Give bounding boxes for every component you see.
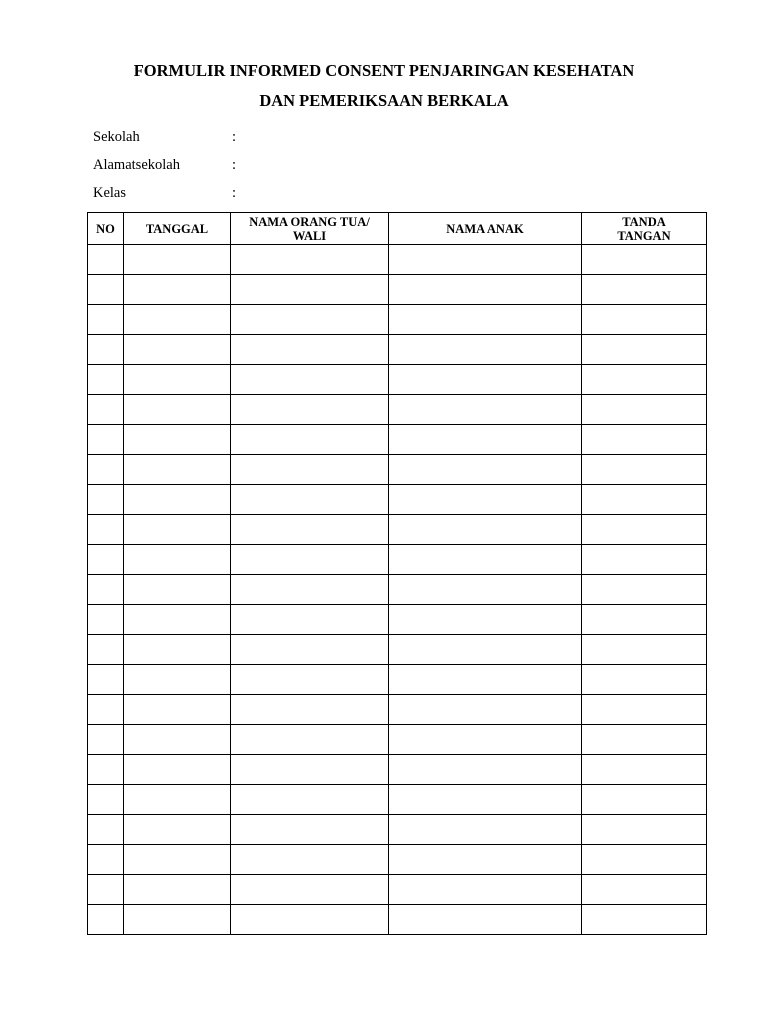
cell-tanggal: [124, 725, 231, 755]
cell-no: [88, 545, 124, 575]
table-row: [88, 245, 707, 275]
header-nama-orang-tua-line-1: NAMA ORANG TUA/: [249, 214, 370, 229]
cell-tanggal: [124, 575, 231, 605]
cell-nama-orang-tua: [231, 605, 389, 635]
cell-tanggal: [124, 455, 231, 485]
cell-no: [88, 725, 124, 755]
table-row: [88, 605, 707, 635]
cell-tanda-tangan: [582, 515, 707, 545]
header-tanda-tangan: [582, 213, 707, 245]
cell-nama-orang-tua: [231, 875, 389, 905]
table-row: [88, 275, 707, 305]
cell-nama-anak: [389, 875, 582, 905]
cell-tanda-tangan: [582, 665, 707, 695]
header-tanda-tangan-line-1: TANDA: [622, 214, 666, 229]
cell-tanggal: [124, 485, 231, 515]
cell-tanda-tangan: [582, 245, 707, 275]
cell-nama-anak: [389, 725, 582, 755]
field-kelas-label: Kelas: [93, 185, 127, 201]
cell-tanda-tangan: [582, 815, 707, 845]
cell-tanggal: [124, 635, 231, 665]
cell-no: [88, 665, 124, 695]
cell-tanggal: [124, 305, 231, 335]
cell-nama-orang-tua: [231, 485, 389, 515]
cell-tanggal: [124, 425, 231, 455]
cell-tanda-tangan: [582, 365, 707, 395]
cell-nama-anak: [389, 605, 582, 635]
table-row: [88, 905, 707, 935]
cell-tanggal: [124, 245, 231, 275]
cell-nama-anak: [389, 335, 582, 365]
header-nama-orang-tua: [231, 213, 389, 245]
cell-tanda-tangan: [582, 275, 707, 305]
cell-tanggal: [124, 545, 231, 575]
field-alamat-sekolah-label: Alamatsekolah: [93, 157, 180, 173]
cell-nama-orang-tua: [231, 845, 389, 875]
header-nama-anak: NAMA ANAK: [389, 213, 582, 245]
cell-tanggal: [124, 335, 231, 365]
cell-no: [88, 365, 124, 395]
cell-tanggal: [124, 515, 231, 545]
form-title-line-1: FORMULIR INFORMED CONSENT PENJARINGAN KESEHATAN: [133, 61, 635, 80]
cell-nama-anak: [389, 245, 582, 275]
cell-nama-anak: [389, 515, 582, 545]
table-row: [88, 335, 707, 365]
cell-nama-orang-tua: [231, 575, 389, 605]
cell-tanda-tangan: [582, 575, 707, 605]
cell-nama-anak: [389, 845, 582, 875]
cell-no: [88, 845, 124, 875]
cell-nama-orang-tua: [231, 455, 389, 485]
cell-nama-orang-tua: [231, 425, 389, 455]
cell-no: [88, 515, 124, 545]
cell-nama-orang-tua: [231, 515, 389, 545]
table-row: [88, 395, 707, 425]
cell-nama-anak: [389, 635, 582, 665]
table-row: [88, 635, 707, 665]
cell-nama-orang-tua: [231, 785, 389, 815]
field-sekolah-label: Sekolah: [93, 129, 140, 145]
table-row: [88, 785, 707, 815]
field-alamat-sekolah-separator: :: [232, 157, 237, 173]
table-row: [88, 695, 707, 725]
cell-no: [88, 395, 124, 425]
cell-tanda-tangan: [582, 695, 707, 725]
cell-tanda-tangan: [582, 395, 707, 425]
cell-tanggal: [124, 815, 231, 845]
cell-tanda-tangan: [582, 905, 707, 935]
cell-no: [88, 815, 124, 845]
cell-nama-orang-tua: [231, 305, 389, 335]
cell-nama-orang-tua: [231, 275, 389, 305]
cell-nama-orang-tua: [231, 245, 389, 275]
cell-nama-anak: [389, 755, 582, 785]
cell-tanda-tangan: [582, 455, 707, 485]
table-body: [88, 245, 707, 935]
cell-tanggal: [124, 275, 231, 305]
cell-nama-orang-tua: [231, 815, 389, 845]
table-row: [88, 845, 707, 875]
form-title-line-2: DAN PEMERIKSAAN BERKALA: [259, 91, 509, 110]
cell-nama-anak: [389, 815, 582, 845]
cell-nama-anak: [389, 905, 582, 935]
table-row: [88, 425, 707, 455]
cell-nama-anak: [389, 455, 582, 485]
cell-nama-anak: [389, 545, 582, 575]
cell-tanda-tangan: [582, 725, 707, 755]
cell-nama-anak: [389, 425, 582, 455]
header-tanda-tangan-line-2: TANGAN: [617, 228, 671, 243]
cell-nama-anak: [389, 365, 582, 395]
cell-no: [88, 305, 124, 335]
cell-no: [88, 755, 124, 785]
cell-nama-anak: [389, 785, 582, 815]
table-row: [88, 755, 707, 785]
cell-tanggal: [124, 875, 231, 905]
cell-tanda-tangan: [582, 305, 707, 335]
cell-no: [88, 485, 124, 515]
table-row: [88, 545, 707, 575]
field-sekolah-separator: :: [232, 129, 237, 145]
cell-nama-orang-tua: [231, 695, 389, 725]
cell-nama-orang-tua: [231, 545, 389, 575]
cell-tanda-tangan: [582, 335, 707, 365]
cell-nama-orang-tua: [231, 905, 389, 935]
cell-nama-orang-tua: [231, 635, 389, 665]
cell-tanggal: [124, 365, 231, 395]
cell-tanda-tangan: [582, 845, 707, 875]
table-row: [88, 665, 707, 695]
cell-tanda-tangan: [582, 485, 707, 515]
cell-nama-anak: [389, 305, 582, 335]
cell-no: [88, 875, 124, 905]
cell-tanggal: [124, 665, 231, 695]
table-row: [88, 485, 707, 515]
table-row: [88, 515, 707, 545]
cell-tanda-tangan: [582, 605, 707, 635]
cell-nama-anak: [389, 275, 582, 305]
cell-no: [88, 785, 124, 815]
cell-no: [88, 275, 124, 305]
cell-tanggal: [124, 395, 231, 425]
cell-tanda-tangan: [582, 875, 707, 905]
table-row: [88, 455, 707, 485]
cell-nama-anak: [389, 395, 582, 425]
cell-nama-orang-tua: [231, 395, 389, 425]
cell-no: [88, 455, 124, 485]
cell-tanda-tangan: [582, 635, 707, 665]
cell-tanda-tangan: [582, 755, 707, 785]
cell-nama-orang-tua: [231, 755, 389, 785]
cell-tanda-tangan: [582, 425, 707, 455]
cell-nama-anak: [389, 695, 582, 725]
consent-table: [87, 212, 707, 935]
cell-tanggal: [124, 845, 231, 875]
cell-tanda-tangan: [582, 785, 707, 815]
table-row: [88, 575, 707, 605]
cell-no: [88, 695, 124, 725]
cell-no: [88, 245, 124, 275]
cell-no: [88, 575, 124, 605]
table-row: [88, 815, 707, 845]
table-row: [88, 365, 707, 395]
cell-tanggal: [124, 605, 231, 635]
cell-no: [88, 905, 124, 935]
cell-nama-orang-tua: [231, 725, 389, 755]
table-row: [88, 725, 707, 755]
cell-nama-orang-tua: [231, 365, 389, 395]
header-no: NO: [88, 213, 124, 245]
cell-no: [88, 605, 124, 635]
cell-tanggal: [124, 785, 231, 815]
cell-nama-anak: [389, 485, 582, 515]
field-kelas-separator: :: [232, 185, 237, 201]
cell-nama-anak: [389, 575, 582, 605]
table-row: [88, 305, 707, 335]
table-header-row: [88, 213, 707, 245]
cell-no: [88, 635, 124, 665]
cell-tanggal: [124, 695, 231, 725]
header-tanggal: TANGGAL: [124, 213, 231, 245]
cell-nama-orang-tua: [231, 665, 389, 695]
cell-tanggal: [124, 905, 231, 935]
cell-nama-anak: [389, 665, 582, 695]
table-row: [88, 875, 707, 905]
cell-no: [88, 335, 124, 365]
cell-tanggal: [124, 755, 231, 785]
cell-tanda-tangan: [582, 545, 707, 575]
header-nama-orang-tua-line-2: WALI: [292, 228, 327, 243]
cell-no: [88, 425, 124, 455]
cell-nama-orang-tua: [231, 335, 389, 365]
